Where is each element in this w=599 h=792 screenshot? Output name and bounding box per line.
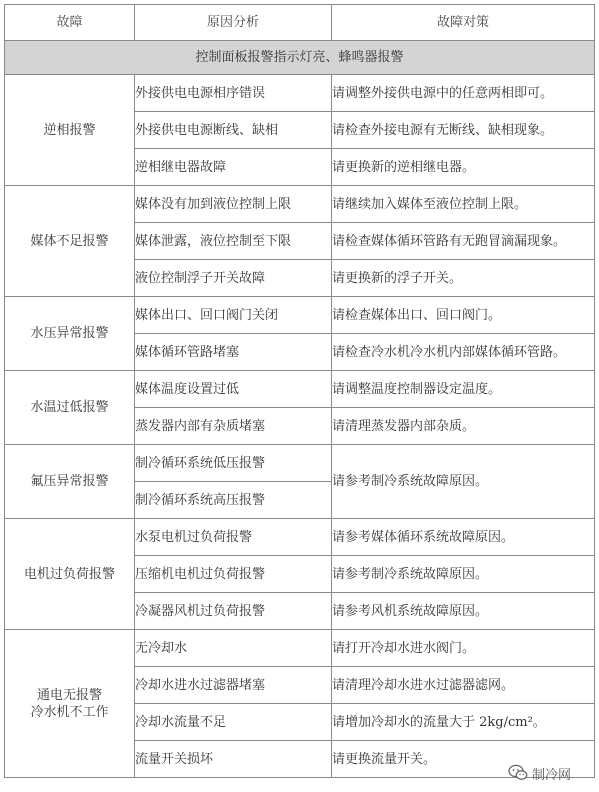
cause-cell: 逆相继电器故障: [135, 149, 332, 186]
fault-label: 逆相报警: [43, 122, 96, 138]
table-row: [5, 75, 595, 112]
table-row: [5, 297, 595, 334]
fault-cell: [5, 297, 135, 371]
measure-cell: 请更换新的逆相继电器。: [332, 149, 595, 186]
cause-cell: 冷却水进水过滤器堵塞: [135, 667, 332, 704]
fault-label: 电机过负荷报警: [23, 566, 115, 582]
table-row: [5, 186, 595, 223]
header-row: [5, 5, 595, 41]
cause-cell: 冷却水流量不足: [135, 704, 332, 741]
measure-cell: 请参考媒体循环系统故障原因。: [332, 519, 595, 556]
measure-cell: 请更换新的浮子开关。: [332, 260, 595, 297]
fault-cell: [5, 519, 135, 630]
watermark-text: 制冷网: [532, 767, 572, 783]
cause-cell: 制冷循环系统高压报警: [135, 482, 332, 519]
cause-cell: 媒体泄露，液位控制至下限: [135, 223, 332, 260]
fault-cell: [5, 75, 135, 186]
cause-cell: 媒体温度设置过低: [135, 371, 332, 408]
measure-cell: 请增加冷却水的流量大于 2kg/cm²。: [332, 704, 595, 741]
fault-cell: [5, 371, 135, 445]
measure-cell: 请检查冷水机冷水机内部媒体循环管路。: [332, 334, 595, 371]
cause-cell: 无冷却水: [135, 630, 332, 667]
cause-cell: 液位控制浮子开关故障: [135, 260, 332, 297]
cause-cell: 外接供电电源相序错误: [135, 75, 332, 112]
table-row: [5, 630, 595, 667]
cause-cell: 媒体没有加到液位控制上限: [135, 186, 332, 223]
table-row: [5, 371, 595, 408]
fault-label: 氟压异常报警: [30, 474, 109, 489]
section-title: 控制面板报警指示灯亮、蜂鸣器报警: [5, 41, 595, 75]
table-row: [5, 445, 595, 482]
cause-cell: 外接供电电源断线、缺相: [135, 112, 332, 149]
fault-label: 水压异常报警: [30, 326, 109, 341]
measure-cell: 请参考制冷系统故障原因。: [332, 445, 595, 519]
fault-label: 媒体不足报警: [30, 233, 109, 249]
measure-cell: 请参考风机系统故障原因。: [332, 593, 595, 630]
fault-label: 水温过低报警: [30, 400, 109, 415]
cause-cell: 冷凝器风机过负荷报警: [135, 593, 332, 630]
fault-cell: [5, 630, 135, 778]
fault-cell: [5, 186, 135, 297]
measure-cell: 请继续加入媒体至液位控制上限。: [332, 186, 595, 223]
header-cause: 原因分析: [135, 5, 332, 41]
measure-cell: 请调整外接供电源中的任意两相即可。: [332, 75, 595, 112]
measure-cell: 请打开冷却水进水阀门。: [332, 630, 595, 667]
fault-table: [4, 4, 595, 778]
measure-cell: 请更换流量开关。: [332, 741, 595, 778]
cause-cell: 媒体出口、回口阀门关闭: [135, 297, 332, 334]
measure-cell: 请检查媒体出口、回口阀门。: [332, 297, 595, 334]
cause-cell: 流量开关损坏: [135, 741, 332, 778]
cause-cell: 制冷循环系统低压报警: [135, 445, 332, 482]
measure-cell: 请清理冷却水进水过滤器滤网。: [332, 667, 595, 704]
section-row: [5, 41, 595, 75]
cause-cell: 蒸发器内部有杂质堵塞: [135, 408, 332, 445]
fault-label: 通电无报警: [36, 687, 102, 703]
measure-cell: 请参考制冷系统故障原因。: [332, 556, 595, 593]
measure-cell: 请检查外接电源有无断线、缺相现象。: [332, 112, 595, 149]
cause-cell: 水泵电机过负荷报警: [135, 519, 332, 556]
measure-cell: 请清理蒸发器内部杂质。: [332, 408, 595, 445]
cause-cell: 压缩机电机过负荷报警: [135, 556, 332, 593]
fault-label: 冷水机不工作: [30, 704, 109, 720]
fault-cell: [5, 445, 135, 519]
wechat-icon: [508, 764, 528, 782]
measure-cell: 请检查媒体循环管路有无跑冒滴漏现象。: [332, 223, 595, 260]
watermark: [508, 760, 594, 786]
table-row: [5, 519, 595, 556]
measure-cell: 请调整温度控制器设定温度。: [332, 371, 595, 408]
cause-cell: 媒体循环管路堵塞: [135, 334, 332, 371]
header-fault: 故障: [5, 5, 135, 41]
header-measure: 故障对策: [332, 5, 595, 41]
